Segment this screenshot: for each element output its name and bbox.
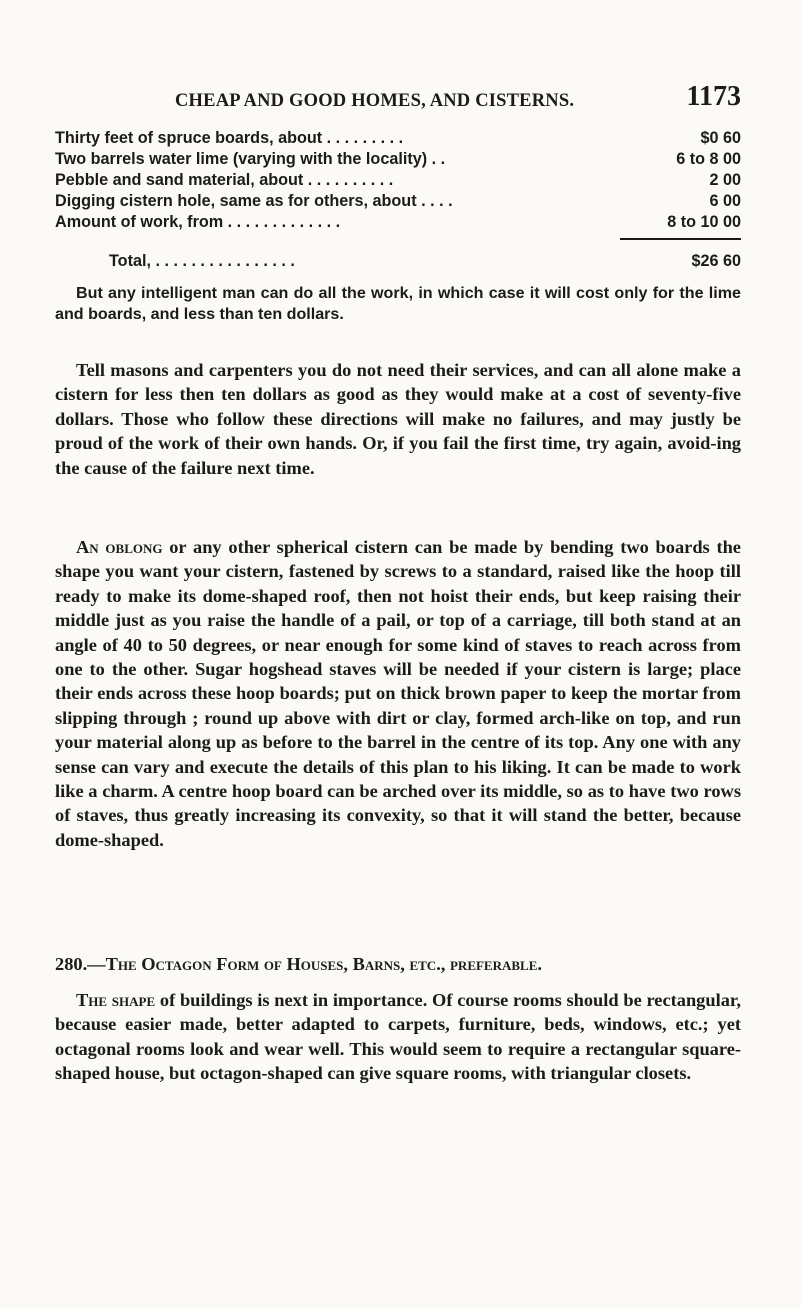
running-head: CHEAP AND GOOD HOMES, AND CISTERNS. <box>175 91 575 111</box>
cost-label: Pebble and sand material, about . . . . . . . . . . <box>55 171 394 189</box>
paragraph-octagon <box>55 988 741 1086</box>
cost-row <box>55 191 741 212</box>
paragraph-text: or any other spherical cistern can be made by bending two boards the shape you want your cistern, fastened by screws to a standard, raised like the hoop till ready to make its dome-shaped roof, then not hoist their ends, but keep raising their middle just as you raise the handle of a pail, or top of a carriage, till both stand at an angle of 40 to 50 degrees, or near enough for some kind of staves to reach across from one to the other. Sugar hogshead staves will be needed if your cistern is large; place their ends across these hoop boards; put on thick brown paper to keep the mortar from slipping through ; round up above with dirt or clay, formed arch-like on top, and run your material along up as before to the barrel in the centre of its top. Any one with any sense can vary and execute the details of this plan to his liking. It can be made to work like a charm. A centre hoop board can be arched over its middle, so as to have two rows of staves, thus greatly increasing its convexity, so that it will stand the better, because dome-shaped. <box>55 537 741 850</box>
page-number: 1173 <box>686 81 741 112</box>
cost-label: Amount of work, from . . . . . . . . . . . . . <box>55 213 341 231</box>
total-amount: $26 60 <box>691 252 741 270</box>
cost-table <box>55 128 741 272</box>
total-label: Total, . . . . . . . . . . . . . . . . <box>109 252 295 270</box>
paragraph-lead: The shape <box>76 990 156 1010</box>
cost-label: Two barrels water lime (varying with the locality) . . <box>55 150 446 168</box>
cost-note-text: But any intelligent man can do all the work, in which case it will cost only for the lime and boards, and less than ten dollars. <box>55 284 741 323</box>
paragraph-text: Tell masons and carpenters you do not need their services, and can all alone make a cistern for less then ten dollars as good as they would make at a cost of seventy-five dollars. Those who follow these directions will make no failures, and may justly be proud of the work of their own hands. Or, if you fail the first time, try again, avoid-ing the cause of the failure next time. <box>55 360 741 478</box>
paragraph-oblong-cistern <box>55 535 741 852</box>
cost-row <box>55 128 741 149</box>
section-number: 280.— <box>55 954 106 974</box>
cost-row <box>55 149 741 170</box>
total-rule <box>620 238 741 240</box>
paragraph-lead: An oblong <box>76 537 163 557</box>
cost-note <box>55 283 741 325</box>
paragraph-text: of buildings is next in importance. Of course rooms should be rectangular, because easier made, better adapted to carpets, furniture, beds, windows, etc.; yet octagonal rooms look and wear well. This would seem to require a rectangular square-shaped house, but octagon-shaped can give square rooms, with triangular closets. <box>55 990 741 1084</box>
cost-label: Digging cistern hole, same as for others, about . . . . <box>55 192 453 210</box>
cost-amount: 6 to 8 00 <box>676 150 741 168</box>
page-header <box>175 73 741 113</box>
total-row <box>55 251 741 272</box>
cost-amount: $0 60 <box>700 129 741 147</box>
section-title: The Octagon Form of Houses, Barns, etc., preferable. <box>105 954 542 974</box>
cost-row <box>55 170 741 191</box>
section-heading <box>55 954 741 975</box>
cost-row <box>55 212 741 233</box>
cost-amount: 2 00 <box>709 171 741 189</box>
cost-amount: 8 to 10 00 <box>667 213 741 231</box>
cost-label: Thirty feet of spruce boards, about . . . . . . . . . <box>55 129 404 147</box>
cost-amount: 6 00 <box>709 192 741 210</box>
paragraph-masons <box>55 358 741 480</box>
